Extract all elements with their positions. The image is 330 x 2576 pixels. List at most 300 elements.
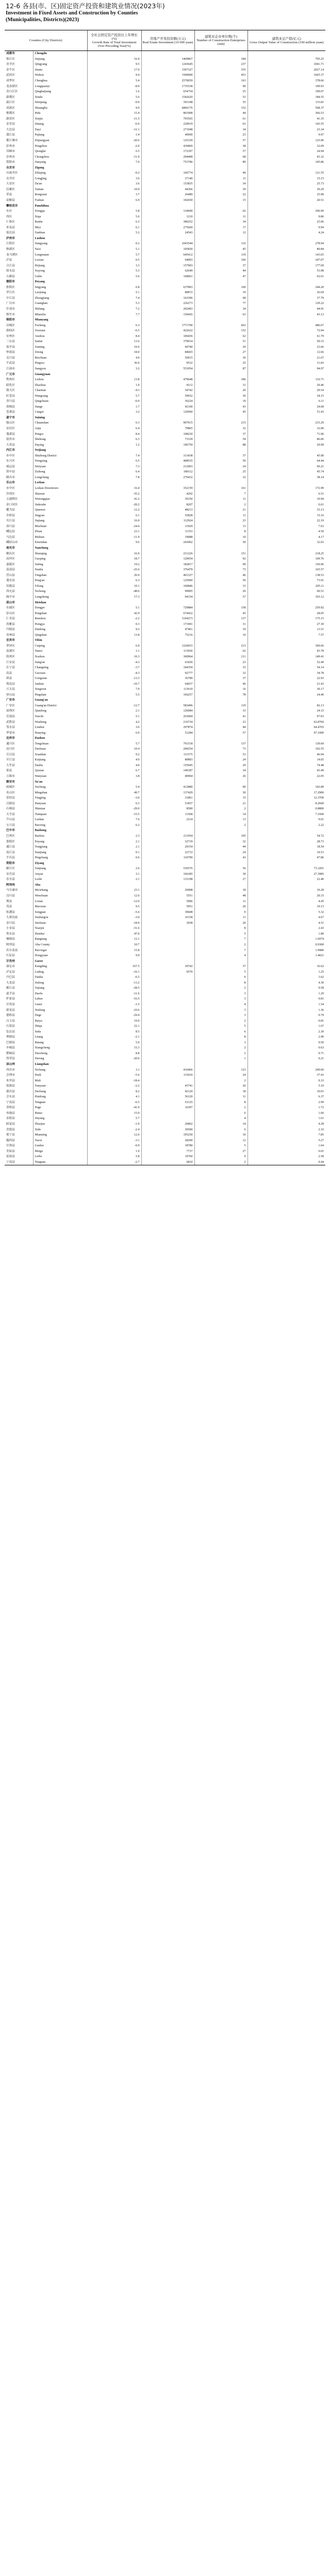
cell-construction-output: 43.13 [248,312,325,317]
cell-construction-output: 165.57 [248,567,325,573]
row-name-en: Youxian [33,328,87,334]
row-name-en: Anyue [33,872,87,877]
table-row [5,138,325,144]
cell-construction-enterprises [194,860,248,866]
cell-construction-output: 102.55 [248,747,325,752]
table-row [5,73,325,78]
cell-construction-enterprises [194,883,248,888]
row-name-cn: 白玉县 [6,1019,15,1023]
cell-construction-enterprises: 11 [194,1094,248,1100]
cell-real-estate: 313438 [141,453,194,459]
cell-construction-output: 2.10 [248,1127,325,1132]
row-name-cn: 巴中市 [6,829,15,833]
cell-construction-enterprises: 3 [194,1051,248,1057]
cell-construction-enterprises: 20 [194,904,248,910]
row-name-cn: 盐源县 [6,1084,15,1088]
table-row [5,122,325,127]
row-name-cn: 仁寿县 [6,617,15,621]
city-header-row [5,958,325,964]
table-row [5,714,325,720]
cell-construction-enterprises: 8 [194,980,248,986]
document-header [6,2,325,23]
table-row [5,605,325,611]
row-name-en: Aba County [33,942,87,948]
cell-investment-growth: -12.7 [87,703,141,709]
cell-real-estate: 297874 [141,725,194,731]
table-row [5,345,325,350]
cell-real-estate [141,371,194,377]
row-name-cn: 蓬溪县 [6,432,15,436]
row-name-cn: 布拖县 [6,1111,15,1115]
cell-investment-growth: -11.6 [87,991,141,997]
cell-construction-enterprises: 2 [194,1160,248,1165]
cell-investment-growth: -35.2 [87,491,141,497]
cell-investment-growth: -11.1 [87,127,141,133]
cell-construction-enterprises: 2 [194,1045,248,1051]
cell-investment-growth: -48.6 [87,589,141,595]
table-row [5,1143,325,1149]
row-name-en: Derong [33,1056,87,1062]
cell-real-estate: 1043544 [141,241,194,247]
cell-real-estate [141,236,194,242]
cell-construction-enterprises [194,236,248,242]
cell-construction-output: 15.16 [248,513,325,518]
row-name-cn: 雷波县 [6,1155,15,1159]
cell-construction-enterprises [194,317,248,323]
cell-construction-output: 4.67 [248,915,325,921]
row-name-cn: 德格县 [6,1014,15,1018]
row-name-cn: 黑水县 [6,932,15,936]
row-name-en: Baiyu [33,1018,87,1024]
cell-investment-growth: -0.9 [87,399,141,404]
cell-construction-enterprises [194,828,248,834]
cell-investment-growth: 6.3 [87,578,141,584]
cell-investment-growth: 5.1 [87,290,141,296]
cell-construction-enterprises: 23 [194,518,248,524]
page-title-en-line2: (Municipalities, Districts)(2023) [6,17,79,23]
cell-construction-enterprises: 18 [194,888,248,893]
table-row [5,1002,325,1008]
cell-investment-growth: 0.1 [87,850,141,855]
cell-construction-enterprises: 161 [194,486,248,492]
cell-real-estate: 551054 [141,366,194,372]
cell-construction-output [248,860,325,866]
cell-construction-enterprises: 30 [194,790,248,795]
row-name-en: Huaying [33,730,87,736]
row-name-cn: 都江堰市 [6,139,18,143]
row-name-en: Jingyan [33,513,87,518]
header-investment-growth [87,30,141,51]
row-name-cn: 洪雅县 [6,622,15,626]
row-name-en: Chaotian [33,388,87,394]
header-counties [5,30,87,51]
row-name-en: Jingyang [33,285,87,291]
cell-investment-growth: 5.1 [87,714,141,720]
table-row [5,659,325,665]
cell-real-estate: 149187 [141,768,194,774]
cell-real-estate: 37140 [141,176,194,182]
cell-real-estate: 276432 [141,475,194,481]
table-row [5,584,325,589]
row-name-en: Wutongqiao [33,497,87,502]
cell-construction-output: 1.64 [248,1143,325,1149]
cell-construction-output: 32.00 [248,426,325,432]
cell-construction-enterprises: 2 [194,823,248,828]
table-row [5,469,325,475]
cell-construction-output: 37.43 [248,1073,325,1078]
row-name-en: Mianning [33,1132,87,1138]
cell-construction-output: 0.21 [248,1056,325,1062]
cell-construction-enterprises: 44 [194,268,248,274]
row-name-en: Pingshan [33,692,87,698]
cell-real-estate [141,415,194,421]
row-name-cn: 松潘县 [6,910,15,914]
row-name-en: Jiange [33,404,87,410]
table-row [5,105,325,111]
cell-construction-enterprises [194,736,248,741]
row-name-en: Tongchuan [33,741,87,747]
cell-real-estate: 8207 [141,502,194,507]
cell-investment-growth [87,546,141,551]
cell-construction-enterprises: 50 [194,578,248,584]
table-row [5,703,325,709]
cell-construction-output: 26.69 [248,290,325,296]
cell-construction-output: 10.94 [248,497,325,502]
cell-investment-growth: 5.7 [87,1116,141,1122]
cell-investment-growth [87,698,141,703]
cell-investment-growth: 5.4 [87,78,141,84]
cell-construction-enterprises: 6 [194,1111,248,1116]
cell-construction-output: 1.60 [248,1111,325,1116]
cell-real-estate: 674422 [141,611,194,616]
table-row [5,78,325,84]
cell-investment-growth: 6.3 [87,219,141,225]
row-name-cn: 双流区 [6,106,15,110]
row-name-en: Meishan [33,600,87,605]
row-name-cn: 邻水县 [6,726,15,730]
cell-construction-output: 7.85 [248,1132,325,1138]
row-name-cn: 甘孜县 [6,1003,15,1006]
cell-real-estate: 2570059 [141,78,194,84]
cell-investment-growth: -2.0 [87,143,141,149]
row-name-en: Xinlong [33,1007,87,1013]
cell-construction-output [248,415,325,421]
cell-construction-output: 11.83 [248,361,325,366]
row-name-cn: 绵竹市 [6,313,15,316]
cell-construction-output: 24.33 [248,708,325,714]
row-name-cn: 什邡市 [6,307,15,311]
cell-real-estate: 19760 [141,1154,194,1160]
cell-investment-growth: -16.5 [87,996,141,1002]
table-row [5,899,325,904]
table-row [5,442,325,448]
table-row [5,393,325,399]
table-row [5,181,325,187]
row-name-en: Linshui [33,725,87,731]
row-name-en: Pujiang [33,132,87,138]
cell-investment-growth: -20.6 [87,1056,141,1062]
cell-construction-enterprises: 119 [194,703,248,709]
table-row [5,834,325,839]
cell-real-estate: 19088 [141,535,194,540]
cell-construction-enterprises: 43 [194,855,248,861]
table-row [5,991,325,997]
cell-investment-growth [87,317,141,323]
cell-investment-growth: 7.9 [87,160,141,165]
table-row [5,486,325,492]
row-name-cn: 宝兴县 [6,823,15,827]
cell-construction-output: 150.96 [248,562,325,567]
cell-real-estate: 30500 [141,1127,194,1132]
row-name-cn: 朝天区 [6,389,15,393]
table-row [5,611,325,616]
cell-real-estate: 113936 [141,649,194,654]
cell-construction-enterprises: 6 [194,975,248,980]
cell-investment-growth: 1.0 [87,382,141,388]
cell-real-estate: 166385 [141,872,194,877]
cell-construction-enterprises: 13 [194,817,248,823]
cell-construction-output: 0.61 [248,502,325,507]
cell-investment-growth: -6.5 [87,1100,141,1106]
page-title-en-line1: Investment in Fixed Assets and Construction by Counties [6,10,138,16]
cell-construction-enterprises: 8 [194,529,248,535]
cell-construction-enterprises: 57 [194,138,248,144]
row-name-en: Jintang [33,122,87,127]
cell-construction-enterprises [194,448,248,453]
row-name-cn: 雨城区 [6,786,15,789]
header-construction-output-cn: 建筑业总产值(亿元) [272,37,301,41]
city-header-row [5,317,325,323]
cell-construction-output: 296.99 [248,209,325,214]
table-row [5,219,325,225]
cell-construction-enterprises: 453 [194,73,248,78]
cell-investment-growth: 5.1 [87,605,141,611]
cell-construction-enterprises: 63 [194,122,248,127]
cell-construction-output: 25.98 [248,192,325,198]
row-name-en: Beichuan [33,355,87,361]
cell-construction-enterprises: 215 [194,420,248,426]
cell-construction-enterprises: 34 [194,219,248,225]
cell-construction-output: 46.94 [248,752,325,758]
row-name-en: Zhaohua [33,382,87,388]
row-name-cn: 理塘县 [6,1036,15,1039]
city-header-row [5,698,325,703]
table-row [5,926,325,931]
cell-investment-growth: 47.0 [87,931,141,937]
cell-real-estate: 412880 [141,785,194,790]
table-row [5,567,325,573]
cell-construction-enterprises: 37 [194,431,248,437]
table-row [5,964,325,970]
cell-investment-growth: 12.6 [87,893,141,899]
row-name-cn: 沐川县 [6,524,15,528]
cell-investment-growth: 5.2 [87,230,141,236]
table-row [5,562,325,567]
row-name-en: Mabian [33,535,87,540]
cell-investment-growth: 13.6 [87,339,141,345]
cell-construction-enterprises: 5 [194,1024,248,1029]
cell-real-estate [141,1029,194,1035]
row-name-en: Tongjiang [33,844,87,850]
row-name-cn: 遂宁市 [6,416,15,419]
city-header-row [5,883,325,888]
cell-construction-enterprises: 11 [194,899,248,904]
cell-investment-growth: 2.1 [87,839,141,844]
cell-investment-growth [87,480,141,486]
cell-investment-growth [87,1062,141,1067]
row-name-en: Guangyuan [33,371,87,377]
table-row [5,491,325,497]
row-name-en: Zizhong [33,469,87,475]
row-name-en: Mianzhu [33,312,87,317]
cell-construction-output: 7.1600 [248,812,325,818]
cell-construction-enterprises: 37 [194,964,248,970]
row-name-en: Daocheng [33,1051,87,1057]
cell-construction-enterprises [194,279,248,285]
table-row [5,328,325,334]
cell-investment-growth: -11.9 [87,535,141,540]
row-name-cn: 资阳市 [6,861,15,865]
cell-investment-growth: 7.3 [87,464,141,470]
row-name-en: Ma'erkang [33,888,87,893]
cell-investment-growth: 2.1 [87,877,141,883]
row-name-en: Wanyuan [33,774,87,779]
row-name-en: Dongpo [33,605,87,611]
cell-construction-enterprises: 33 [194,708,248,714]
cell-construction-output: 249.60 [248,1067,325,1073]
row-name-cn: 前锋区 [6,709,15,713]
row-name-en: Bazhou [33,834,87,839]
row-name-cn: 宁南县 [6,1100,15,1104]
cell-investment-growth: 6.3 [87,437,141,443]
cell-investment-growth: -6.9 [87,122,141,127]
row-name-en: Gaoxian [33,670,87,676]
cell-construction-enterprises: 90 [194,785,248,790]
row-name-cn: 甘洛县 [6,1144,15,1148]
row-name-cn: 石渠县 [6,1025,15,1028]
cell-investment-growth: 6.3 [87,420,141,426]
cell-investment-growth: 3.3 [87,263,141,268]
city-header-row [5,736,325,741]
cell-construction-enterprises: 9 [194,909,248,915]
row-name-cn: 巴州区 [6,835,15,838]
row-name-cn: 稻城县 [6,1052,15,1055]
row-name-cn: 平昌县 [6,856,15,860]
cell-construction-enterprises: 24 [194,850,248,855]
table-row [5,757,325,763]
row-name-cn: 绵阳市 [6,318,15,322]
row-name-cn: 达川区 [6,748,15,751]
city-header-row [5,638,325,643]
cell-construction-enterprises: 37 [194,453,248,459]
cell-investment-growth: 4.0 [87,763,141,769]
row-name-cn: 广元市 [6,372,15,376]
city-header-row [5,51,325,57]
cell-real-estate: 791518 [141,741,194,747]
city-header-row [5,860,325,866]
cell-real-estate: 36224 [141,399,194,404]
cell-construction-output: 27.3985 [248,872,325,877]
cell-construction-output: 5.27 [248,1138,325,1143]
row-name-en: Xiangcheng [33,1045,87,1051]
cell-construction-output: 115.81 [248,100,325,106]
cell-construction-enterprises: 68 [194,154,248,160]
row-name-en: Lezhi [33,877,87,883]
cell-real-estate: 106436 [141,333,194,339]
cell-construction-enterprises: 92 [194,556,248,562]
row-name-en: Enyang [33,839,87,844]
cell-construction-enterprises: 41 [194,714,248,720]
cell-construction-output: 24.68 [248,404,325,410]
row-name-cn: 色达县 [6,1030,15,1033]
cell-construction-output: 62.61 [248,274,325,279]
cell-construction-enterprises: 32 [194,426,248,432]
cell-real-estate: 60740 [141,345,194,350]
row-name-cn: 自贡市 [6,166,15,170]
row-name-en: Deyang [33,279,87,285]
cell-construction-enterprises: 3 [194,996,248,1002]
cell-construction-output: 9.97 [248,132,325,138]
row-name-cn: 成都市 [6,52,15,56]
row-name-cn: 嘉陵区 [6,563,15,566]
row-name-en: Jinkouhe [33,502,87,507]
cell-construction-output: 82.13 [248,703,325,709]
table-row [5,806,325,812]
row-name-en: Luxian [33,258,87,263]
cell-real-estate: 1771790 [141,323,194,328]
table-row [5,1122,325,1127]
row-name-cn: 仁和区 [6,221,15,224]
cell-construction-enterprises: 4 [194,1116,248,1122]
cell-real-estate: 1542620 [141,94,194,100]
row-name-en: Luojiang [33,290,87,296]
cell-construction-enterprises: 43 [194,404,248,410]
cell-construction-output: 29.99 [248,442,325,448]
cell-construction-output: 149.41 [248,654,325,660]
cell-investment-growth: 9.2 [87,752,141,758]
cell-construction-output: 29.54 [248,388,325,394]
row-name-cn: 沿滩区 [6,188,15,191]
table-row [5,290,325,296]
cell-construction-output: 138.53 [248,573,325,579]
cell-real-estate: 28290 [141,1138,194,1143]
table-row [5,1013,325,1019]
cell-real-estate: 104359 [141,665,194,671]
table-row [5,333,325,339]
cell-construction-enterprises: 105 [194,834,248,839]
table-row [5,524,325,530]
cell-investment-growth: 16.9 [87,551,141,556]
cell-investment-growth [87,448,141,453]
table-row [5,453,325,459]
cell-real-estate: 275660 [141,225,194,231]
cell-construction-enterprises: 21 [194,507,248,513]
cell-construction-enterprises [194,698,248,703]
cell-real-estate: 16397 [141,1105,194,1111]
row-name-en: Jiajiang [33,518,87,524]
cell-construction-enterprises: 49 [194,171,248,176]
row-name-cn: 大英县 [6,443,15,447]
cell-investment-growth [87,415,141,421]
cell-investment-growth: 3.6 [87,725,141,731]
cell-construction-enterprises: 48 [194,893,248,899]
row-name-en: Liangshan [33,1062,87,1067]
cell-investment-growth: 12.6 [87,1132,141,1138]
cell-construction-enterprises: 23 [194,659,248,665]
cell-construction-output: 52.49 [248,659,325,665]
cell-construction-output [248,203,325,209]
cell-construction-output: 8.2600 [248,801,325,806]
